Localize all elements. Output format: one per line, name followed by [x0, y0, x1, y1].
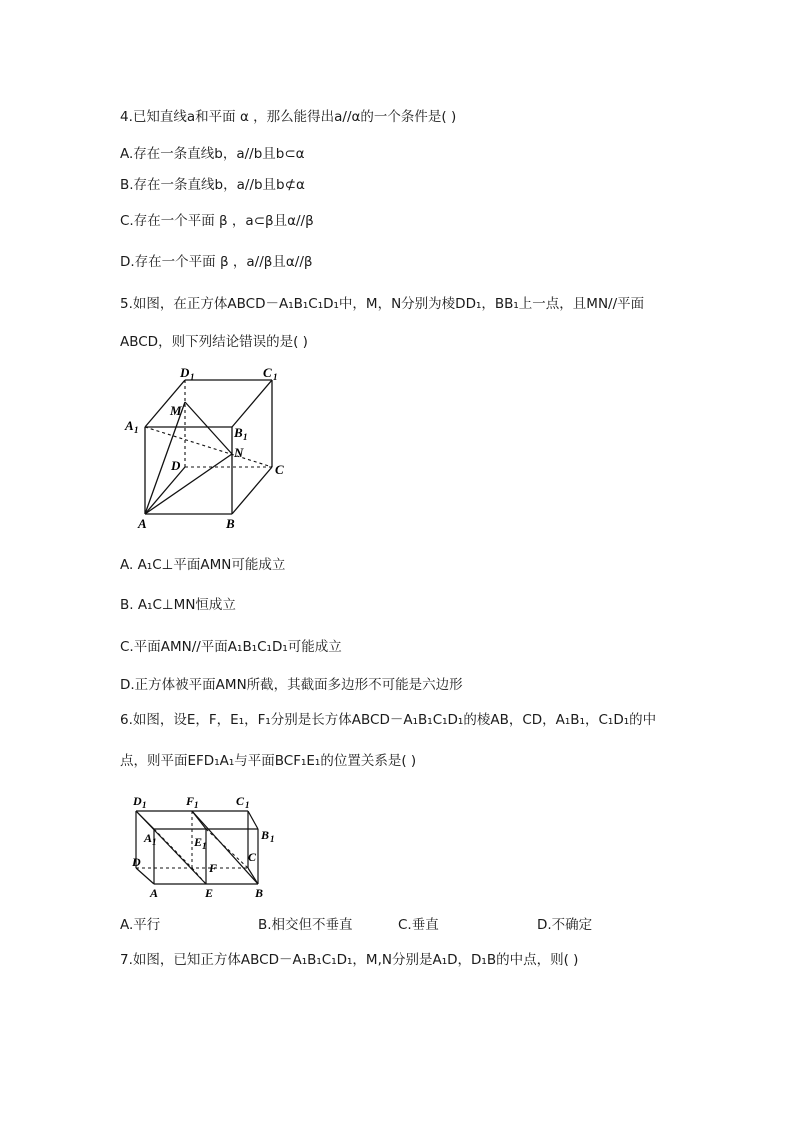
q5-stem-line2: ABCD，则下列结论错误的是( ): [120, 334, 308, 350]
label-C: C: [248, 850, 257, 864]
q5-option-c: C.平面AMN//平面A₁B₁C₁D₁可能成立: [120, 639, 342, 655]
svg-text:1: 1: [270, 834, 275, 844]
label-F: F: [209, 861, 218, 875]
svg-text:1: 1: [243, 432, 248, 442]
q4-option-d: D.存在一个平面 β ，a//β且α//β: [120, 254, 313, 270]
q6-option-b: B.相交但不垂直: [258, 917, 353, 933]
svg-text:1: 1: [245, 800, 250, 810]
label-B1: B: [234, 425, 243, 440]
label-M: M: [170, 403, 182, 418]
svg-text:1: 1: [202, 841, 207, 851]
label-F1: F: [186, 794, 195, 808]
svg-text:1: 1: [194, 800, 199, 810]
q5-option-d: D.正方体被平面AMN所截，其截面多边形不可能是六边形: [120, 677, 463, 693]
label-D1: D: [180, 365, 190, 380]
label-N: N: [234, 445, 244, 460]
label-B: B: [226, 516, 235, 531]
q5-cube-figure: [120, 362, 300, 532]
q6-option-d: D.不确定: [537, 917, 593, 933]
label-A: A: [150, 886, 159, 900]
svg-text:1: 1: [142, 800, 147, 810]
q5-stem-line1: 5.如图，在正方体ABCD－A₁B₁C₁D₁中，M，N分别为棱DD₁，BB₁上一点，且MN//平面: [120, 296, 645, 312]
svg-text:1: 1: [152, 837, 157, 847]
q5-option-b: B. A₁C⊥MN恒成立: [120, 597, 236, 613]
label-D1: D: [133, 794, 142, 808]
label-C: C: [275, 462, 284, 477]
label-D: D: [171, 458, 181, 473]
svg-text:1: 1: [134, 425, 139, 435]
label-B1: B: [261, 828, 270, 842]
label-C1: C: [263, 365, 272, 380]
label-E1: E: [194, 835, 203, 849]
label-D: D: [132, 855, 141, 869]
q4-stem: 4.已知直线a和平面 α ，那么能得出a//α的一个条件是( ): [120, 109, 457, 125]
q4-option-a: A.存在一条直线b，a//b且b⊂α: [120, 146, 305, 162]
label-C1: C: [236, 794, 245, 808]
q6-stem-line1: 6.如图，设E，F，E₁，F₁分别是长方体ABCD－A₁B₁C₁D₁的棱AB，CD，A₁B₁，C₁D₁的中: [120, 712, 657, 728]
svg-text:1: 1: [273, 372, 278, 382]
q4-option-c: C.存在一个平面 β ，a⊂β且α//β: [120, 213, 314, 229]
q6-option-a: A.平行: [120, 917, 161, 933]
q6-stem-line2: 点，则平面EFD₁A₁与平面BCF₁E₁的位置关系是( ): [120, 753, 417, 769]
q6-box-figure: [130, 790, 290, 902]
label-A: A: [138, 516, 147, 531]
q7-stem: 7.如图，已知正方体ABCD－A₁B₁C₁D₁，M,N分别是A₁D，D₁B的中点，则( ): [120, 952, 579, 968]
q4-option-b: B.存在一条直线b，a//b且b⊄α: [120, 177, 305, 193]
label-B: B: [255, 886, 264, 900]
q5-option-a: A. A₁C⊥平面AMN可能成立: [120, 557, 286, 573]
label-A1: A: [144, 831, 153, 845]
svg-text:1: 1: [190, 372, 195, 382]
label-A1: A: [125, 418, 134, 433]
q6-option-c: C.垂直: [398, 917, 439, 933]
label-E: E: [205, 886, 214, 900]
